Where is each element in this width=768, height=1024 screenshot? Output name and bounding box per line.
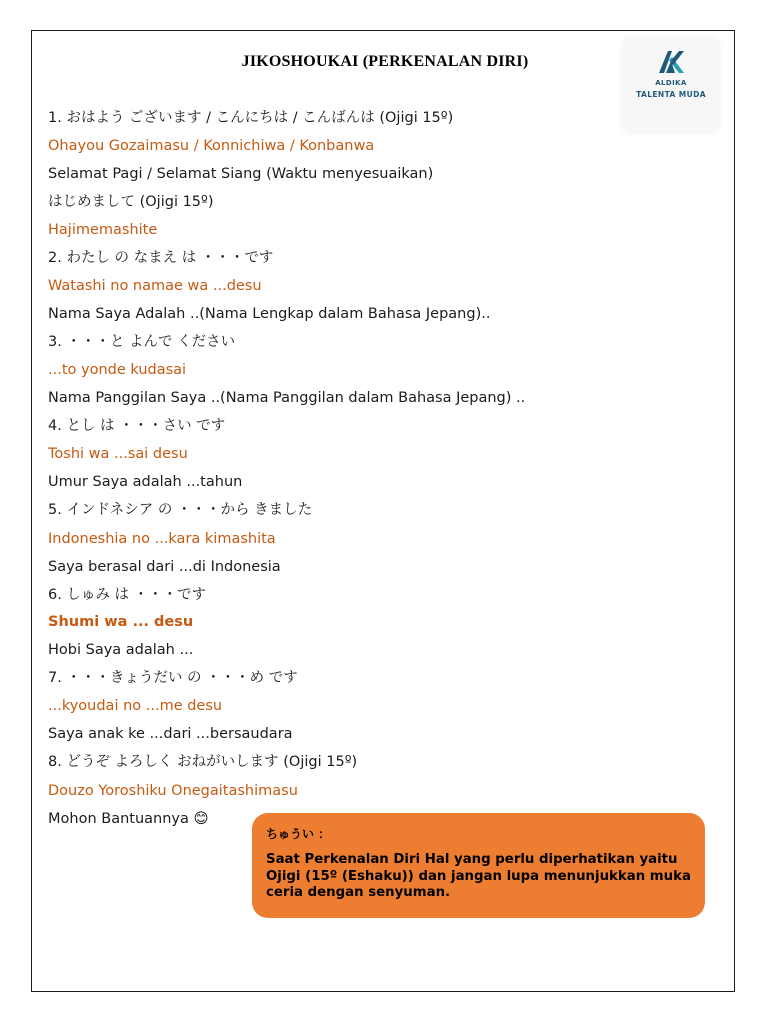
line-5-meaning: Saya berasal dari ...di Indonesia xyxy=(48,559,281,575)
line-7-meaning: Saya anak ke ...dari ...bersaudara xyxy=(48,726,293,742)
logo-text-line1: ALDIKA xyxy=(655,79,687,87)
document-page xyxy=(31,30,735,992)
line-6-japanese: 6. しゅみ は ・・・です xyxy=(48,587,207,603)
company-logo xyxy=(624,39,718,131)
line-5-romaji: Indoneshia no ...kara kimashita xyxy=(48,531,276,547)
line-8-romaji: Douzo Yoroshiku Onegaitashimasu xyxy=(48,783,298,799)
line-1-romaji: Ohayou Gozaimasu / Konnichiwa / Konbanwa xyxy=(48,138,375,154)
note-callout xyxy=(252,813,705,918)
line-2-romaji: Watashi no namae wa ...desu xyxy=(48,278,262,294)
line-2-meaning: Nama Saya Adalah ..(Nama Lengkap dalam Bahasa Jepang).. xyxy=(48,306,491,322)
note-body: Saat Perkenalan Diri Hal yang perlu diperhatikan yaitu Ojigi (15º (Eshaku)) dan jangan lupa menunjukkan muka ceria dengan senyuman. xyxy=(266,852,691,900)
line-3-meaning: Nama Panggilan Saya ..(Nama Panggilan dalam Bahasa Jepang) .. xyxy=(48,390,526,406)
line-4-romaji: Toshi wa ...sai desu xyxy=(48,446,188,462)
line-4-japanese: 4. とし は ・・・さい です xyxy=(48,418,226,434)
line-7-romaji: ...kyoudai no ...me desu xyxy=(48,698,223,714)
line-1b-romaji: Hajimemashite xyxy=(48,222,158,238)
line-1-japanese: 1. おはよう ございます / こんにちは / こんばんは (Ojigi 15º) xyxy=(48,110,454,126)
line-3-japanese: 3. ・・・と よんで ください xyxy=(48,334,236,350)
line-7-japanese: 7. ・・・きょうだい の ・・・め です xyxy=(48,670,298,686)
aldika-logo-icon xyxy=(657,49,685,75)
line-6-romaji: Shumi wa ... desu xyxy=(48,614,194,630)
line-8-meaning: Mohon Bantuannya 😊 xyxy=(48,811,209,827)
line-2-japanese: 2. わたし の なまえ は ・・・です xyxy=(48,250,274,266)
note-heading: ちゅうい ： xyxy=(266,827,331,841)
line-5-japanese: 5. インドネシア の ・・・から きました xyxy=(48,502,313,518)
line-3-romaji: ...to yonde kudasai xyxy=(48,362,187,378)
line-4-meaning: Umur Saya adalah ...tahun xyxy=(48,474,243,490)
line-1b-japanese: はじめまして (Ojigi 15º) xyxy=(48,194,214,210)
line-8-japanese: 8. どうぞ よろしく おねがいします (Ojigi 15º) xyxy=(48,754,358,770)
line-1-meaning: Selamat Pagi / Selamat Siang (Waktu menyesuaikan) xyxy=(48,166,434,182)
line-6-meaning: Hobi Saya adalah ... xyxy=(48,642,194,658)
page-title: JIKOSHOUKAI (PERKENALAN DIRI) xyxy=(241,53,529,70)
logo-text-line2: TALENTA MUDA xyxy=(636,90,706,99)
